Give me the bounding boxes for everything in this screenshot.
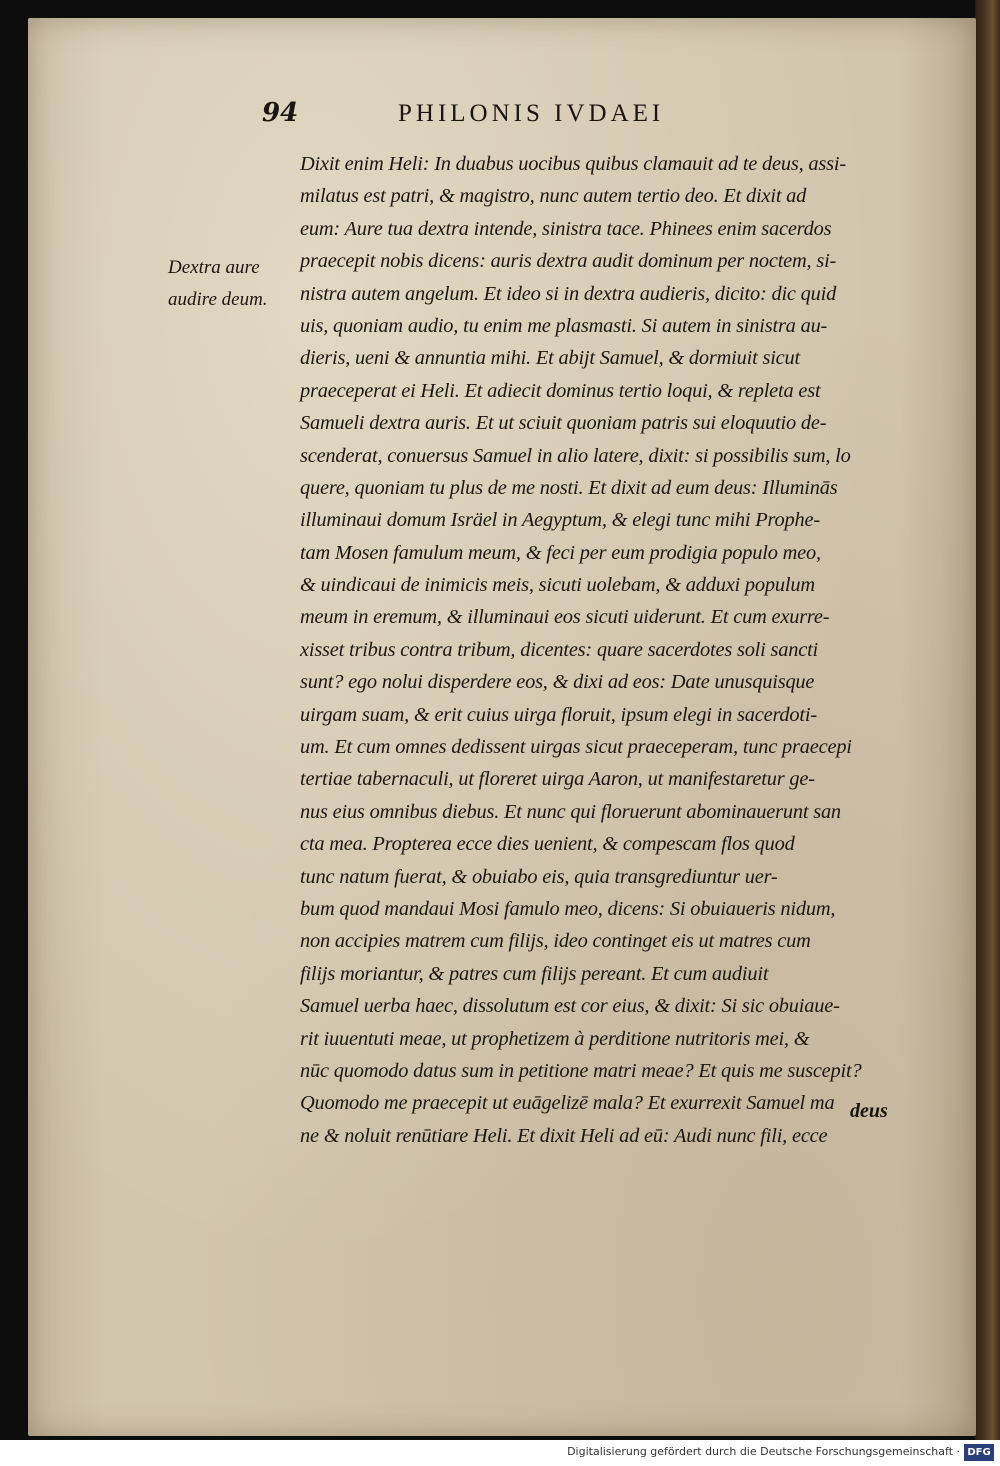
text-line: ne & noluit renūtiare Heli. Et dixit Heli ad eū: Audi nunc fili, ecce: [300, 1124, 828, 1147]
text-line: praecepit nobis dicens: auris dextra audit dominum per noctem, si-: [300, 250, 837, 273]
text-line: scenderat, conuersus Samuel in alio latere, dixit: si possibilis sum, lo: [300, 444, 851, 467]
text-line: & uindicaui de inimicis meis, sicuti uolebam, & adduxi populum: [300, 574, 815, 597]
margin-note-line: Dextra aure: [168, 257, 260, 278]
text-line: quere, quoniam tu plus de me nosti. Et dixit ad eum deus: Illuminās: [300, 476, 838, 499]
credit-text: Digitalisierung gefördert durch die Deutsche Forschungsgemeinschaft ·: [567, 1445, 960, 1458]
text-line: uis, quoniam audio, tu enim me plasmasti. Si autem in sinistra au-: [300, 314, 828, 337]
text-line: illuminaui domum Isräel in Aegyptum, & elegi tunc mihi Prophe-: [300, 509, 820, 532]
page-header: [0, 98, 1000, 138]
dfg-logo-icon: DFG: [964, 1444, 994, 1461]
text-line: sunt? ego nolui disperdere eos, & dixi ad eos: Date unusquisque: [300, 671, 815, 694]
page-number: 94: [262, 98, 299, 128]
running-title: PHILONIS IVDAEI: [398, 100, 665, 127]
text-line: nūc quomodo datus sum in petitione matri meae? Et quis me suscepit?: [300, 1059, 862, 1082]
catchword: deus: [850, 1100, 888, 1122]
text-line: nus eius omnibus diebus. Et nunc qui floruerunt abominauerunt san: [300, 800, 841, 823]
text-line: xisset tribus contra tribum, dicentes: quare sacerdotes soli sancti: [300, 638, 819, 661]
text-line: Quomodo me praecepit ut euāgelizē mala? Et exurrexit Samuel ma: [300, 1092, 835, 1115]
text-line: uirgam suam, & erit cuius uirga floruit, ipsum elegi in sacerdoti-: [300, 703, 817, 726]
text-line: eum: Aure tua dextra intende, sinistra tace. Phinees enim sacerdos: [300, 217, 832, 240]
text-line: nistra autem angelum. Et ideo si in dextra audieris, dicito: dic quid: [300, 282, 837, 305]
margin-note: [168, 252, 293, 316]
text-line: tam Mosen famulum meum, & feci per eum prodigia populo meo,: [300, 541, 821, 564]
body-text: [300, 148, 900, 1152]
text-line: um. Et cum omnes dedissent uirgas sicut praeceperam, tunc praecepi: [300, 736, 852, 759]
digitization-credit-bar: [0, 1440, 1000, 1466]
text-line: Samuel uerba haec, dissolutum est cor eius, & dixit: Si sic obuiaue-: [300, 995, 840, 1018]
text-line: tunc natum fuerat, & obuiabo eis, quia transgrediuntur uer-: [300, 865, 778, 888]
text-line: tertiae tabernaculi, ut floreret uirga Aaron, ut manifestaretur ge-: [300, 768, 815, 791]
text-line: rit iuuentuti meae, ut prophetizem à perditione nutritoris mei, &: [300, 1027, 810, 1050]
book-spine: [975, 0, 1000, 1440]
text-line: filijs moriantur, & patres cum filijs pereant. Et cum audiuit: [300, 962, 769, 985]
text-line: Dixit enim Heli: In duabus uocibus quibus clamauit ad te deus, assi-: [300, 153, 846, 175]
text-line: bum quod mandaui Mosi famulo meo, dicens: Si obuiaueris nidum,: [300, 897, 836, 920]
text-line: non accipies matrem cum filijs, ideo continget eis ut matres cum: [300, 930, 811, 953]
text-line: praeceperat ei Heli. Et adiecit dominus tertio loqui, & repleta est: [300, 379, 821, 402]
text-line: cta mea. Propterea ecce dies uenient, & compescam flos quod: [300, 833, 795, 856]
text-line: milatus est patri, & magistro, nunc autem tertio deo. Et dixit ad: [300, 185, 807, 208]
text-line: Samueli dextra auris. Et ut sciuit quoniam patris sui eloquutio de-: [300, 412, 827, 435]
text-line: dieris, ueni & annuntia mihi. Et abijt Samuel, & dormiuit sicut: [300, 347, 800, 370]
text-line: meum in eremum, & illuminaui eos sicuti uiderunt. Et cum exurre-: [300, 606, 830, 629]
margin-note-line: audire deum.: [168, 289, 268, 310]
